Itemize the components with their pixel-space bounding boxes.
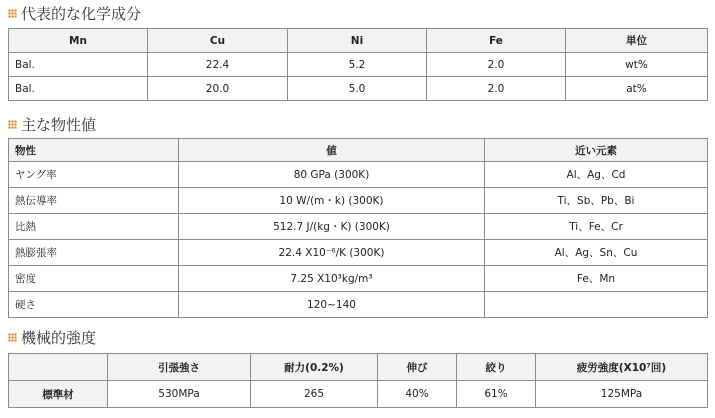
bullet-icon — [8, 9, 17, 18]
cell: 2.0 — [427, 53, 566, 77]
cell: at% — [566, 77, 708, 101]
section-title-composition — [8, 2, 141, 24]
table-row — [9, 240, 708, 266]
cell: 密度 — [9, 266, 179, 292]
header-ni: Ni — [288, 29, 427, 53]
cell: 22.4 X10⁻⁶/K (300K) — [179, 240, 485, 266]
table-row — [9, 188, 708, 214]
header-fatigue-strength: 疲労強度(X10⁷回) — [536, 354, 708, 381]
cell: Al、Ag、Sn、Cu — [485, 240, 708, 266]
cell: 530MPa — [108, 381, 251, 408]
table-header-row — [9, 354, 708, 381]
cell: 熱膨張率 — [9, 240, 179, 266]
strength-table — [8, 353, 708, 408]
cell: Fe、Mn — [485, 266, 708, 292]
cell: 5.2 — [288, 53, 427, 77]
header-tensile-strength: 引張強さ — [108, 354, 251, 381]
table-row — [9, 381, 708, 408]
cell: 20.0 — [148, 77, 288, 101]
cell: ヤング率 — [9, 162, 179, 188]
header-yield-strength: 耐力(0.2%) — [251, 354, 378, 381]
row-label-standard-material: 標準材 — [9, 381, 108, 408]
table-header-row — [9, 139, 708, 162]
cell: 40% — [378, 381, 457, 408]
table-header-row — [9, 29, 708, 53]
cell: 2.0 — [427, 77, 566, 101]
cell: 22.4 — [148, 53, 288, 77]
header-blank — [9, 354, 108, 381]
cell: 10 W/(m・k) (300K) — [179, 188, 485, 214]
header-cu: Cu — [148, 29, 288, 53]
cell: wt% — [566, 53, 708, 77]
composition-table — [8, 28, 708, 101]
header-similar-elements: 近い元素 — [485, 139, 708, 162]
cell — [485, 292, 708, 318]
table-row — [9, 266, 708, 292]
cell: Al、Ag、Cd — [485, 162, 708, 188]
section-title-text: 機械的強度 — [21, 328, 97, 347]
header-fe: Fe — [427, 29, 566, 53]
cell: 5.0 — [288, 77, 427, 101]
cell: 80 GPa (300K) — [179, 162, 485, 188]
cell: Bal. — [9, 77, 148, 101]
table-row — [9, 292, 708, 318]
table-row — [9, 162, 708, 188]
cell: 125MPa — [536, 381, 708, 408]
cell: 61% — [457, 381, 536, 408]
section-title-properties — [8, 113, 96, 135]
properties-table — [8, 138, 708, 318]
table-row — [9, 214, 708, 240]
section-title-text: 主な物性値 — [21, 115, 97, 134]
table-row — [9, 77, 708, 101]
header-value: 値 — [179, 139, 485, 162]
header-mn: Mn — [9, 29, 148, 53]
cell: 120~140 — [179, 292, 485, 318]
section-title-strength — [8, 326, 96, 348]
cell: Bal. — [9, 53, 148, 77]
header-reduction-of-area: 絞り — [457, 354, 536, 381]
cell: Ti、Fe、Cr — [485, 214, 708, 240]
bullet-icon — [8, 333, 17, 342]
cell: 比熱 — [9, 214, 179, 240]
cell: 硬さ — [9, 292, 179, 318]
header-unit: 単位 — [566, 29, 708, 53]
cell: 512.7 J/(kg・K) (300K) — [179, 214, 485, 240]
header-elongation: 伸び — [378, 354, 457, 381]
cell: Ti、Sb、Pb、Bi — [485, 188, 708, 214]
header-property: 物性 — [9, 139, 179, 162]
cell: 265 — [251, 381, 378, 408]
bullet-icon — [8, 120, 17, 129]
section-title-text: 代表的な化学成分 — [21, 4, 142, 23]
cell: 7.25 X10³kg/m³ — [179, 266, 485, 292]
table-row — [9, 53, 708, 77]
cell: 熱伝導率 — [9, 188, 179, 214]
